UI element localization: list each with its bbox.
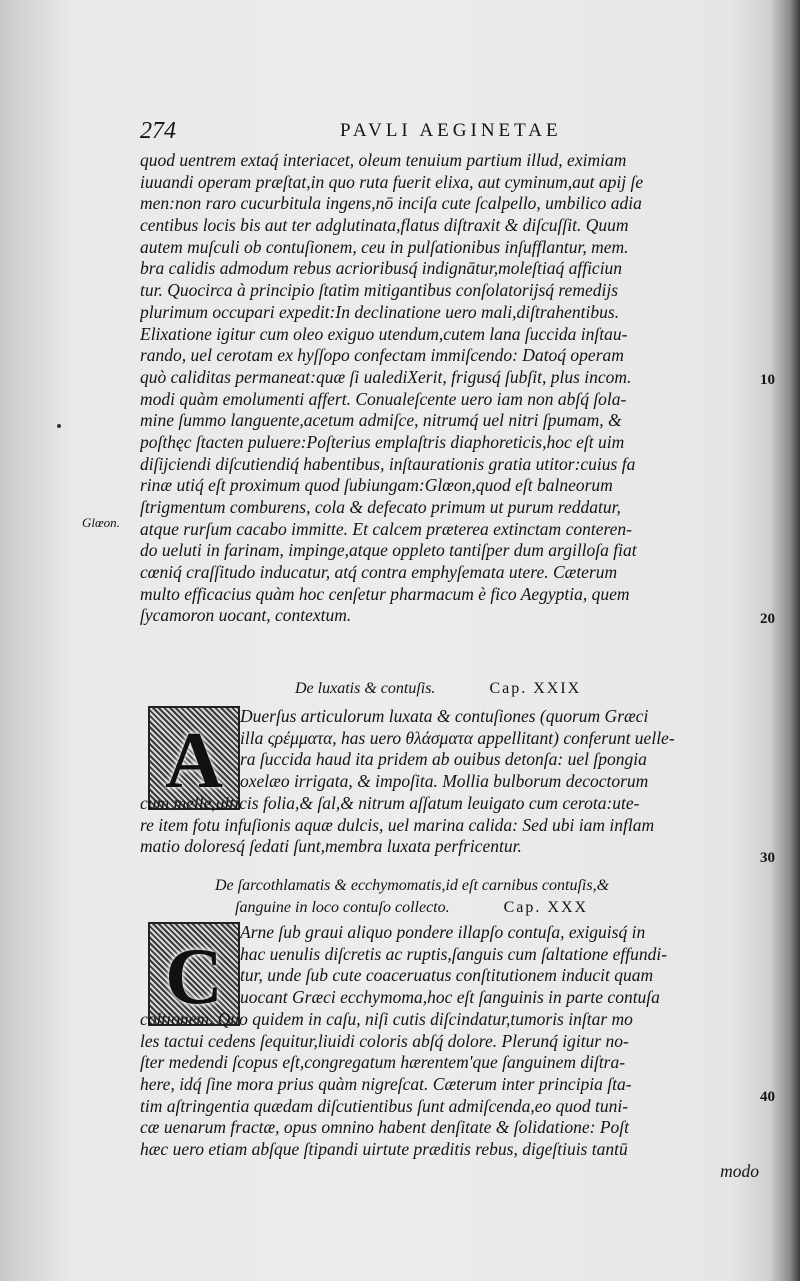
text-line: ra ſuccida haud ita pridem ab ouibus detonſa: uel ſpongia — [240, 749, 647, 770]
text-line: plurimum occupari expedit:In declinatione uero mali,diſtrahentibus. — [140, 301, 620, 322]
text-line: tur. Quocirca à principio ſtatim mitigantibus conſolatorijsq́ remedijs — [140, 280, 619, 301]
text-line: cœniq́ craſſitudo inducatur, atq́ contra emphyſemata utere. Cæterum — [140, 562, 618, 583]
initial-letter: A — [165, 717, 223, 805]
text-line: multo efficacius quàm hoc cenſetur pharmacum è fico Aegyptia, quem — [140, 583, 630, 604]
text-line: here, idq́ ſine mora prius quàm nigreſcat. Cæterum inter principia ſta- — [140, 1074, 632, 1095]
page-header — [140, 118, 740, 148]
text-line: rando, uel cerotam ex hyſſopo confectam immiſcendo: Datoq́ operam — [140, 345, 624, 366]
text-line: Duerſus articulorum luxata & contuſiones (quorum Græci — [240, 706, 649, 726]
text-line: cæ uenarum fractæ, opus omnino habent denſitate & ſolidatione: Poſt — [140, 1117, 629, 1138]
page-number: 274 — [140, 118, 176, 144]
text-line: ſtrigmentum comburens, cola & defecato primum ut purum reddatur, — [140, 497, 621, 517]
line-number-20: 20 — [760, 611, 775, 627]
text-line: mine ſummo languente,acetum admiſce, nitrumq́ uel nitri ſpumam, & — [140, 410, 622, 431]
line-number-30: 30 — [760, 850, 775, 866]
text-line: Arne ſub graui aliquo pondere illapſo contuſa, exiguisq́ in — [240, 922, 646, 942]
text-line: diſijciendi diſcutiendiq́ habentibus, inſtaurationis gratia utitor:cuius fa — [140, 453, 636, 474]
text-line: hæc uero etiam abſque ſtipandi uirtute præditis rebus, digeſtiuis tantū — [140, 1139, 628, 1160]
text-line: autem muſculi ob contuſionem, ceu in pulſationibus inſufflantur, mem. — [140, 236, 629, 257]
text-line: uocant Græci ecchymoma,hoc eſt ſanguinis in parte contuſa — [240, 987, 660, 1008]
text-line: matio doloresq́ ſedati ſunt,membra luxata perfricentur. — [140, 836, 522, 857]
text-line: centibus locis bis aut ter adglutinata,flatus diſtraxit & diſcuſſit. Quum — [140, 215, 629, 236]
text-line: quò caliditas permaneat:quæ ſi ualediXerit, frigusq́ ſubſit, plus incom. — [140, 366, 632, 387]
text-line: tim aſtringentia quædam diſcutientibus ſunt admiſcenda,eo quod tuni- — [140, 1095, 629, 1116]
text-line: atque rurſum cacabo immitte. Et calcem præterea extinctam conteren- — [140, 518, 632, 539]
chapter-number: Cap. XXX — [503, 898, 589, 916]
text-line: hac uenulis diſcretis ac ruptis,ſanguis cum ſaltatione effundi- — [240, 943, 668, 964]
chapter-30-body — [140, 1009, 765, 1183]
chapter-number: Cap. XXIX — [489, 680, 582, 697]
marginal-note: Glœon. — [82, 515, 120, 530]
text-line: oxelæo irrigata, & impoſita. Mollia bulborum decoctorum — [240, 771, 649, 792]
chapter-29-intro — [140, 706, 765, 793]
chapter-title-line-1: De ſarcothlamatis & ecchymomatis,id eſt carnibus contuſis,& — [215, 877, 610, 894]
chapter-29-body — [140, 793, 765, 858]
text-line: tur, unde ſub cute coaceruatus conſtitutionem inducit quam — [240, 965, 654, 986]
running-head: PAVLI AEGINETAE — [340, 120, 562, 141]
text-line: coitionem. Quo quidem in caſu, niſi cutis diſcindatur,tumoris inſtar mo — [140, 1009, 633, 1029]
chapter-30-heading — [215, 875, 755, 918]
text-line: do ueluti in farinam, impinge,atque oppleto tantiſper dum argilloſa fiat — [140, 540, 637, 561]
text-line: ſter medendi ſcopus eſt,congregatum hærentem'que ſanguinem diſtra- — [140, 1052, 626, 1073]
text-line: cum melle,uiticis folia,& ſal,& nitrum aſſatum leuigato cum cerota:ute- — [140, 793, 640, 813]
text-line: ſycamoron uocant, contextum. — [140, 605, 352, 626]
text-line: quod uentrem extaq́ interiacet, oleum tenuium partium illud, eximiam — [140, 150, 627, 170]
text-line: illa ςρέμματα, has uero θλάσματα appellitant) conferunt uelle- — [240, 727, 675, 748]
text-line: modi quàm emolumenti affert. Conualeſcente uero iam non abſq́ ſola- — [140, 388, 627, 409]
line-number-40: 40 — [760, 1089, 775, 1105]
chapter-30-intro — [140, 922, 765, 1009]
initial-letter: C — [165, 933, 223, 1021]
text-line: bra calidis admodum rebus acrioribusq́ indignātur,moleſtiaq́ afficiun — [140, 258, 623, 279]
text-line: men:non raro cucurbitula ingens,nō inciſa cute ſcalpello, umbilico adia — [140, 193, 642, 214]
chapter-title: De luxatis & contuſis. — [295, 680, 436, 697]
margin-mark — [57, 424, 61, 428]
chapter-title-line-2: ſanguine in loco contuſo collecto. — [235, 898, 450, 916]
text-line: rinæ utiq́ eſt proximum quod ſubiungam:Glœon,quod eſt balneorum — [140, 475, 613, 496]
catchword: modo — [720, 1160, 759, 1181]
text-line: iuuandi operam præſtat,in quo ruta fuerit elixa, aut cyminum,aut apij ſe — [140, 171, 644, 192]
text-line: re item fotu infuſionis aquæ dulcis, uel marina calida: Sed ubi iam inflam — [140, 814, 655, 835]
line-number-10: 10 — [760, 372, 775, 388]
text-line: les tactui cedens ſequitur,liuidi coloris abſq́ dolore. Plerunq́ igitur no- — [140, 1030, 629, 1051]
text-line: Elixatione igitur cum oleo exiguo utendum,cutem lana ſuccida inſtau- — [140, 323, 628, 344]
chapter-29-heading — [295, 678, 745, 700]
body-text — [140, 150, 765, 627]
text-line: poſthęc ſtacten puluere:Poſterius emplaſtris diaphoreticis,hoc eſt uim — [140, 431, 625, 452]
